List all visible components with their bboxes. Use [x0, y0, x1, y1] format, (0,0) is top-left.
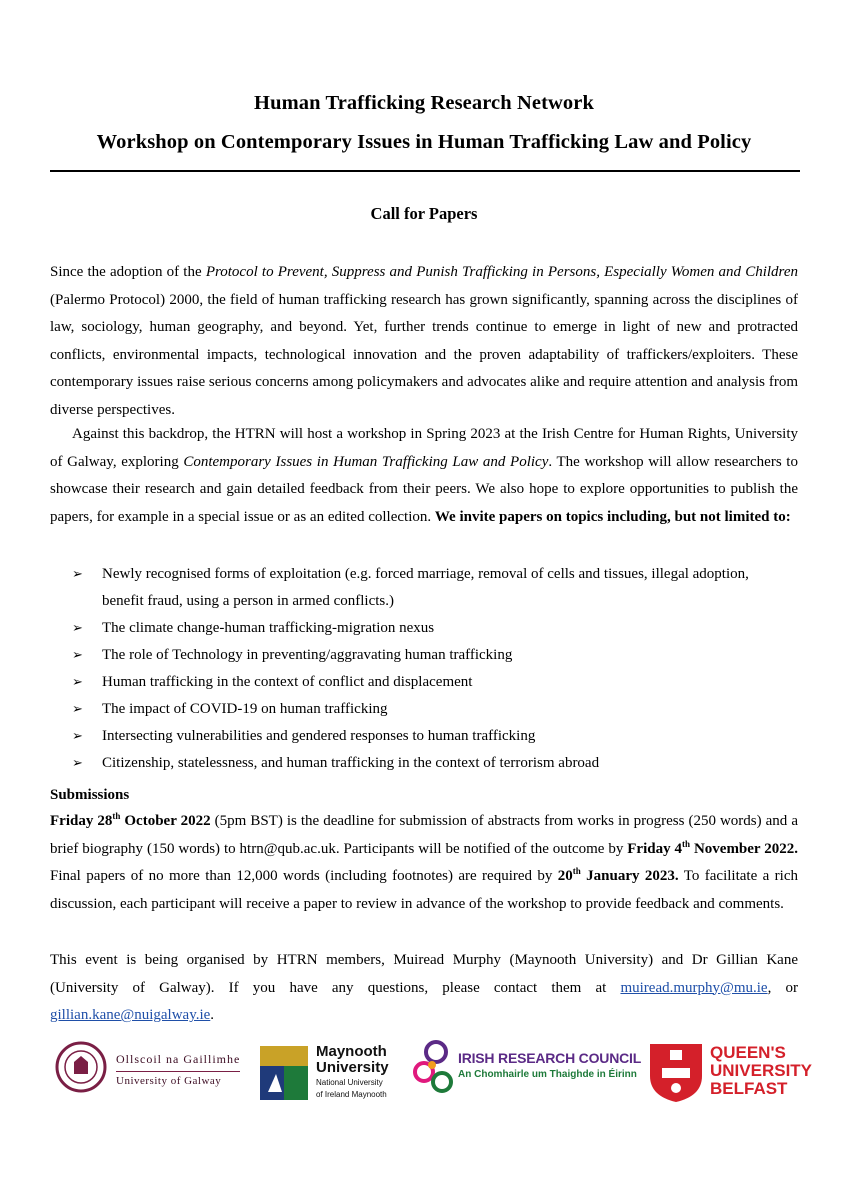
- arrow-bullet-icon: ➢: [72, 567, 83, 582]
- email-link-gillian[interactable]: gillian.kane@nuigalway.ie: [50, 1007, 211, 1024]
- deadline-day: Friday 28: [50, 813, 113, 829]
- irc-swirl-icon: [412, 1038, 456, 1098]
- workshop-theme-italic: Contemporary Issues in Human Trafficking Law and Policy: [183, 453, 549, 470]
- topic-text: The role of Technology in preventing/aggravating human trafficking: [102, 647, 513, 663]
- ordinal-suffix: th: [572, 866, 581, 877]
- galway-english-name: University of Galway: [116, 1071, 240, 1087]
- arrow-bullet-icon: ➢: [72, 675, 83, 690]
- contact-paragraph: [50, 947, 798, 1030]
- intro-text-rest: (Palermo Protocol) 2000, the field of human trafficking research has grown significantly, spanning across the disciplines of law, sociology, human geography, and beyond. Yet, further trends continue to emerge in light of new and protracted conflicts, environmental impacts, technological innovation and the proven adaptability of traffickers/exploiters. These contemporary issues raise serious concerns among policymakers and advocates alike and require attention and analysis from diverse perspectives.: [50, 291, 798, 418]
- irc-irish-name: An Chomhairle um Thaighde in Éirinn: [458, 1069, 637, 1080]
- notification-date: [627, 838, 798, 857]
- submissions-paragraph: [50, 808, 798, 918]
- network-title: Human Trafficking Research Network: [254, 92, 594, 114]
- topics-list: [50, 561, 810, 777]
- call-for-papers-heading: Call for Papers: [370, 204, 478, 223]
- submission-text-2: Final papers of no more than 12,000 words (including footnotes) are required by: [50, 868, 558, 885]
- partner-logos: [0, 1030, 848, 1110]
- university-of-galway-logo: [54, 1040, 249, 1100]
- intro-paragraph: [50, 259, 798, 425]
- list-item: [50, 696, 810, 723]
- maynooth-university-word: University: [316, 1059, 389, 1076]
- topic-text: Intersecting vulnerabilities and gendered responses to human trafficking: [102, 728, 536, 744]
- contact-text-2: , or: [767, 979, 798, 996]
- arrow-bullet-icon: ➢: [72, 702, 83, 717]
- maynooth-university-logo: [258, 1044, 408, 1110]
- list-item: [50, 561, 810, 615]
- arrow-bullet-icon: ➢: [72, 621, 83, 636]
- contact-text-3: .: [210, 1007, 215, 1024]
- maynooth-crest-icon: [258, 1044, 310, 1102]
- irish-research-council-logo: [412, 1038, 642, 1104]
- arrow-bullet-icon: ➢: [72, 648, 83, 663]
- maynooth-subtitle-1: National University: [316, 1078, 383, 1087]
- workshop-title: Workshop on Contemporary Issues in Human Trafficking Law and Policy: [96, 131, 752, 153]
- qub-university: UNIVERSITY: [710, 1061, 813, 1080]
- topic-text: Citizenship, statelessness, and human trafficking in the context of terrorism abroad: [102, 755, 600, 771]
- title-divider: [50, 170, 800, 172]
- queens-university-belfast-logo: [648, 1042, 828, 1108]
- topic-text: The impact of COVID-19 on human trafficking: [102, 701, 388, 717]
- list-item: [50, 723, 810, 750]
- ordinal-suffix: th: [112, 811, 121, 821]
- email-link-muiread[interactable]: muiread.murphy@mu.ie: [620, 979, 768, 996]
- qub-queens: QUEEN'S: [710, 1043, 786, 1062]
- contact-text-1: This event is being organised by HTRN members, Muiread Murphy (Maynooth University) and Dr Gillian Kane (University of Galway). If you have any questions, please contact them at: [50, 952, 798, 996]
- palermo-protocol-title: Protocol to Prevent, Suppress and Punish Trafficking in Persons, Especially Women and Children: [205, 264, 798, 280]
- list-item: [50, 750, 810, 777]
- submission-text-3: To facilitate a rich discussion, each participant will receive a paper to review in advance of the workshop to provide feedback and comments.: [50, 868, 798, 912]
- list-item: [50, 669, 810, 696]
- arrow-bullet-icon: ➢: [72, 729, 83, 744]
- final-paper-deadline: [558, 868, 679, 884]
- backdrop-text-start: Against this backdrop, the HTRN will host a workshop in Spring 2023 at the Irish Centre for Human Rights, University of Galway, exploring: [50, 426, 798, 470]
- qub-shield-icon: [648, 1042, 704, 1104]
- submissions-heading: Submissions: [50, 787, 130, 803]
- notification-day: Friday 4: [627, 840, 683, 857]
- qub-belfast: BELFAST: [710, 1079, 788, 1098]
- galway-irish-name: Ollscoil na Gaillimhe: [116, 1052, 241, 1066]
- invite-papers-text: We invite papers on topics including, but not limited to:: [434, 508, 791, 525]
- final-day: 20: [557, 868, 573, 885]
- final-month-year: January 2023.: [580, 868, 679, 885]
- maynooth-subtitle-2: of Ireland Maynooth: [316, 1090, 387, 1099]
- irc-english-name: IRISH RESEARCH COUNCIL: [458, 1050, 642, 1066]
- backdrop-paragraph: [50, 421, 798, 531]
- topic-text: Human trafficking in the context of conflict and displacement: [102, 674, 473, 690]
- maynooth-name: Maynooth: [316, 1043, 387, 1060]
- topic-text: The climate change-human trafficking-migration nexus: [102, 620, 435, 636]
- intro-text-start: Since the adoption of the: [50, 264, 206, 280]
- deadline-month-year: October 2022: [120, 813, 211, 829]
- list-item: [50, 615, 810, 642]
- arrow-bullet-icon: ➢: [72, 756, 83, 771]
- abstract-deadline: [50, 813, 211, 829]
- galway-crest-icon: [54, 1040, 108, 1094]
- list-item: [50, 642, 810, 669]
- ordinal-suffix: th: [682, 838, 691, 849]
- backdrop-text-rest: . The workshop will allow researchers to showcase their research and gain detailed feedback from their peers. We also hope to explore opportunities to publish the papers, for example in a special issue or as an edited collection.: [50, 453, 798, 525]
- notification-month-year: November 2022.: [690, 840, 798, 857]
- submission-text-1: (5pm BST) is the deadline for submission of abstracts from works in progress (250 words) and a brief biography (150 words) to htrn@qub.ac.uk. Participants will be notified of the outcome by: [50, 813, 798, 857]
- topic-text: Newly recognised forms of exploitation (e.g. forced marriage, removal of cells and tissues, illegal adoption, benefit fraud, using a person in armed conflicts.): [102, 566, 749, 609]
